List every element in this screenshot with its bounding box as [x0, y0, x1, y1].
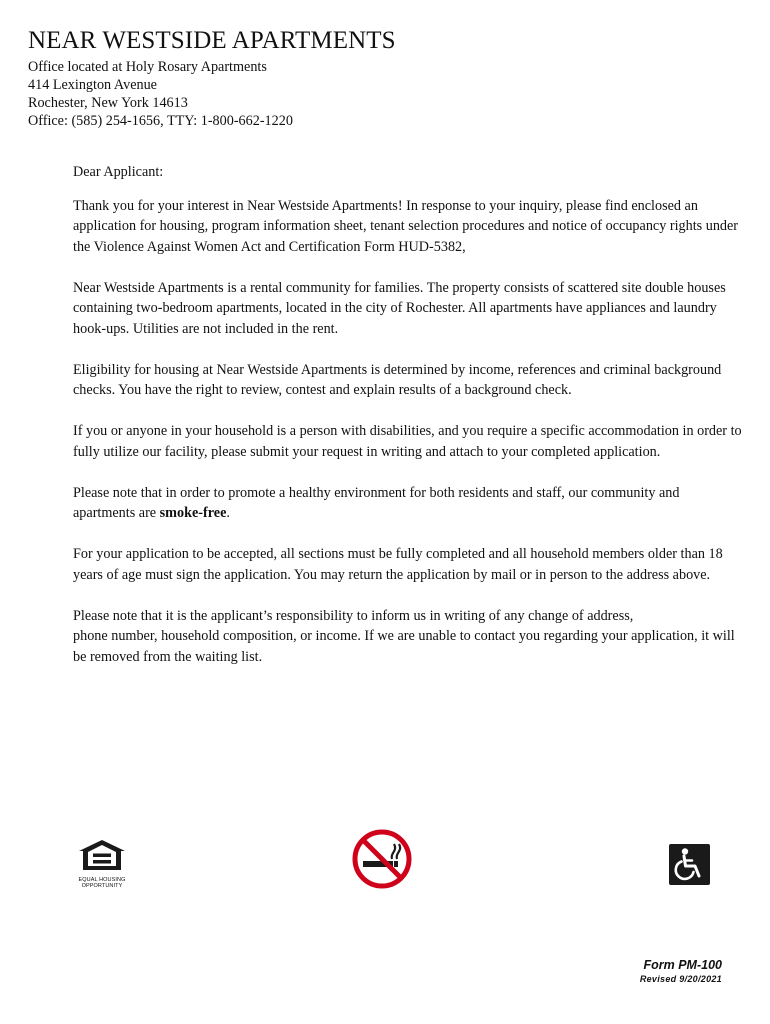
paragraph-application-requirements: For your application to be accepted, all sections must be fully completed and all household members older than 18 years of age must sign the application. You may return the application by mail or in person to the address above. — [73, 546, 723, 583]
letter-body — [73, 162, 743, 688]
smoke-free-emphasis: smoke-free — [159, 505, 227, 521]
wheelchair-accessible-icon — [669, 844, 710, 885]
paragraph-accommodation: If you or anyone in your household is a person with disabilities, and you require a specific accommodation in order to fully utilize our facility, please submit your request in writing and attach to your completed application. — [73, 423, 742, 460]
equal-housing-icon — [78, 839, 126, 871]
office-location: Office located at Holy Rosary Apartments — [28, 59, 267, 75]
paragraph-responsibility — [73, 606, 743, 668]
no-smoking-icon — [352, 829, 412, 889]
office-phone: Office: (585) 254-1656, TTY: 1-800-662-1220 — [28, 113, 293, 129]
paragraph-eligibility: Eligibility for housing at Near Westside Apartments is determined by income, references and criminal background checks. You have the right to review, contest and explain results of a background check. — [73, 361, 722, 398]
smoke-free-text: Please note that in order to promote a healthy environment for both residents and staff, our community and apartments are — [73, 484, 680, 521]
smoke-free-period: . — [226, 505, 230, 521]
paragraph-community: Near Westside Apartments is a rental community for families. The property consists of scattered site double houses containing two-bedroom apartments, located in the city of Rochester. All apartments have appliances and laundry hook-ups. Utilities are not included in the rent. — [73, 279, 726, 337]
street-address: 414 Lexington Avenue — [28, 77, 157, 93]
form-number: Form PM-100 — [643, 958, 722, 972]
paragraph-intro: Thank you for your interest in Near Westside Apartments! In response to your inquiry, please find enclosed an application for housing, program information sheet, tenant selection procedures and notice of occupancy rights under the Violence Against Women Act and Certification Form HUD-5382, — [73, 197, 739, 255]
responsibility-line-2: phone number, household composition, or income. If we are unable to contact you regarding your application, it will be removed from the waiting list. — [73, 628, 735, 665]
city-state-zip: Rochester, New York 14613 — [28, 95, 188, 111]
paragraph-smoke-free — [73, 483, 743, 524]
form-identifier — [640, 957, 722, 985]
equal-housing-text: EQUAL HOUSING OPPORTUNITY — [78, 877, 126, 889]
responsibility-line-1: Please note that it is the applicant’s responsibility to inform us in writing of any change of address, — [73, 607, 634, 624]
form-revised-date: Revised 9/20/2021 — [639, 974, 722, 984]
organization-name: NEAR WESTSIDE APARTMENTS — [28, 27, 396, 54]
salutation: Dear Applicant: — [73, 164, 164, 180]
equal-housing-logo — [76, 839, 128, 889]
letterhead — [28, 26, 396, 130]
